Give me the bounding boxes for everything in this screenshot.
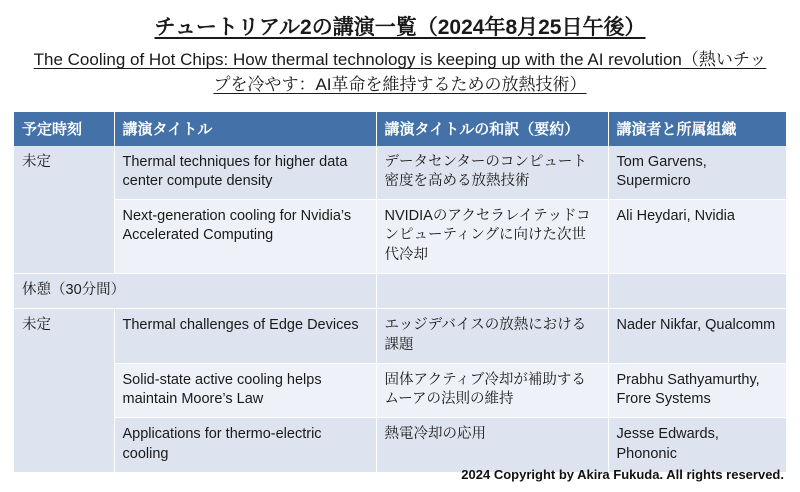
copyright-footer: 2024 Copyright by Akira Fukuda. All rights reserved. [461, 467, 784, 482]
cell-title: Solid-state active cooling helps maintain Moore’s Law [114, 363, 376, 418]
column-header-speaker: 講演者と所属組織 [608, 112, 786, 146]
page-subtitle: The Cooling of Hot Chips: How thermal technology is keeping up with the AI revolution（熱いチップを冷やす：AI革命を維持するための放熱技術） [33, 50, 767, 94]
cell-title: Thermal challenges of Edge Devices [114, 309, 376, 364]
table-row [14, 418, 786, 473]
cell-speaker: Ali Heydari, Nvidia [608, 200, 786, 274]
cell-japanese-title: エッジデバイスの放熱における課題 [376, 309, 608, 364]
table-header [14, 112, 786, 146]
cell-title: Applications for thermo-electric cooling [114, 418, 376, 473]
cell-speaker: Prabhu Sathyamurthy, Frore Systems [608, 363, 786, 418]
column-header-title: 講演タイトル [114, 112, 376, 146]
cell-title: Thermal techniques for higher data center compute density [114, 146, 376, 200]
cell-speaker: Jesse Edwards, Phononic [608, 418, 786, 473]
table-header-row [14, 112, 786, 146]
title-block [14, 14, 786, 98]
table-row [14, 200, 786, 274]
table-body [14, 146, 786, 473]
cell-break-label: 休憩（30分間） [14, 274, 376, 309]
page-title: チュートリアル2の講演一覧（2024年8月25日午後） [154, 16, 646, 39]
cell-break-empty-jp [376, 274, 608, 309]
cell-speaker: Tom Garvens, Supermicro [608, 146, 786, 200]
table-row [14, 309, 786, 364]
cell-title: Next-generation cooling for Nvidia’s Accelerated Computing [114, 200, 376, 274]
column-header-japanese-title: 講演タイトルの和訳（要約） [376, 112, 608, 146]
cell-japanese-title: 熱電冷却の応用 [376, 418, 608, 473]
cell-time: 未定 [14, 146, 114, 274]
table-row [14, 146, 786, 200]
table-row [14, 363, 786, 418]
column-header-time: 予定時刻 [14, 112, 114, 146]
cell-japanese-title: NVIDIAのアクセラレイテッドコンピューティングに向けた次世代冷却 [376, 200, 608, 274]
cell-time: 未定 [14, 309, 114, 473]
cell-japanese-title: 固体アクティブ冷却が補助するムーアの法則の維持 [376, 363, 608, 418]
cell-japanese-title: データセンターのコンピュート密度を高める放熱技術 [376, 146, 608, 200]
cell-break-empty-speaker [608, 274, 786, 309]
table-row-break [14, 274, 786, 309]
talks-table [14, 112, 786, 473]
cell-speaker: Nader Nikfar, Qualcomm [608, 309, 786, 364]
